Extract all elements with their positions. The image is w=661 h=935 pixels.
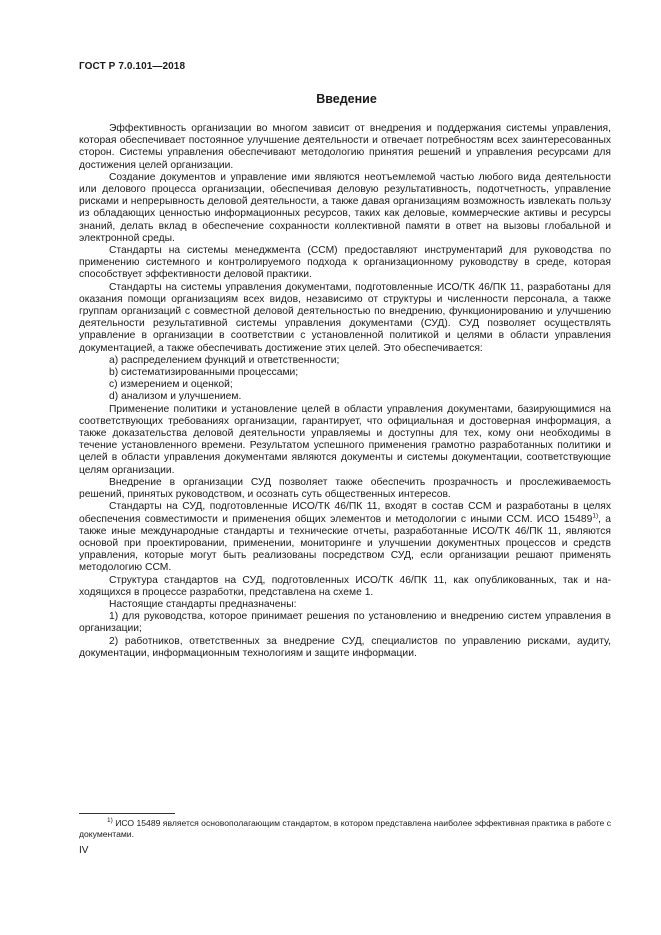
footnote-text: ИСО 15489 является основополагающим стандартом, в котором представлена наиболее эффективная практика в работе с документами. (79, 818, 611, 839)
footnote-reference: 1) (592, 512, 599, 520)
paragraph: Структура стандартов на СУД, подготовленных ИСО/ТК 46/ПК 11, как опубликованных, так и находящихся в процессе разработки, представлена на схеме 1. (79, 574, 611, 598)
document-standard-header: ГОСТ Р 7.0.101—2018 (79, 61, 186, 72)
paragraph-text: , а также иные международные стандарты и технические отчеты, разработанные ИСО/ТК 46/ПК 11, являются основой при проектировании, применении, мониторинге и улучшении документных процессов и средств управления, которые могут быть реализованы посредством СУД, если организации решают применять методологию ССМ. (79, 513, 611, 574)
body-text (79, 123, 611, 660)
footnote-divider (79, 813, 175, 814)
paragraph: 2) работников, ответственных за внедрение СУД, специалистов по управлению рисками, аудиту, документации, информационным технологиям и защите информации. (79, 635, 611, 659)
paragraph-text: Стандарты на СУД, подготовленные ИСО/ТК 46/ПК 11, входят в состав ССМ и разработаны в целях обеспечения совместимости и применения общих элементов и методологии с иными ССМ. ИСО 15489 (79, 501, 611, 525)
list-item: b) систематизированными процессами; (109, 367, 299, 379)
paragraph: 1) для руководства, которое принимает решения по установлению и внедрению систем управления в организации; (79, 611, 611, 635)
paragraph: Внедрение в организации СУД позволяет также обеспечить прозрачность и прослеживаемость решений, принятых руководством, и осознать суть общественных интересов. (79, 476, 611, 501)
paragraph: Настоящие стандарты предназначены: (109, 598, 297, 610)
page-number: IV (79, 845, 89, 856)
paragraph: Создание документов и управление ими являются неотъемлемой частью любого вида деятельности или делового процесса организации, обеспечивая деловую результативность, подотчетность, управление рисками и непрерывность деловой деятельности, а также давая организациям возможность извлекать пользу из обладающих ценностью информационных ресурсов, таких как деловые, коммерческие активы и ресурсы знаний, делать вклад в обеспечение сохранности коллективной памяти в ответ на вызовы глобальной и электронной среды. (79, 171, 611, 244)
list-item: a) распределением функций и ответственности; (109, 354, 340, 366)
paragraph (79, 501, 611, 574)
list-item: c) измерением и оценкой; (109, 379, 233, 391)
paragraph: Стандарты на системы управления документами, подготовленные ИСО/ТК 46/ПК 11, разработаны для оказания помощи организациям всех видов, независимо от структуры и численности персонала, а также группам организаций с совместной деловой деятельностью по внедрению, функционированию и улучшению деятельности результативной системы управления документами (СУД). СУД позволяет осуществлять управление в организации в соответствии с установленной политикой и целями в области управления документацией, а также обеспечивать достижение этих целей. Это обеспечивается: (79, 281, 611, 354)
paragraph: Применение политики и установление целей в области управления документами, базирующимися на соответствующих требованиях организации, гарантирует, что официальная и достоверная информация, а также доказательства деловой деятельности управляемы и доступны для тех, кому они необходимы в течение установленного времени. Результатом успешного применения грамотно разработанных политики и целей в области управления документами являются документы и системы документации, соответствующие целям организации. (79, 403, 611, 476)
footnote (79, 818, 611, 840)
list-item: d) анализом и улучшением. (109, 391, 242, 403)
paragraph: Стандарты на системы менеджмента (ССМ) предоставляют инструментарий для руководства по применению системного и контролируемого подхода к организационному руководству в среде, которая способствует эффективности деловой практики. (79, 245, 611, 281)
paragraph: Эффективность организации во многом зависит от внедрения и поддержания системы управления, которая обеспечивает постоянное улучшение деятельности и отвечает потребностям всех заинтересованных сторон. Системы управления обеспечивают методологию принятия решений и управления ресурсами для достижения целей организации. (79, 123, 611, 171)
section-title: Введение (316, 92, 377, 106)
footnote-marker: 1) (107, 817, 113, 825)
